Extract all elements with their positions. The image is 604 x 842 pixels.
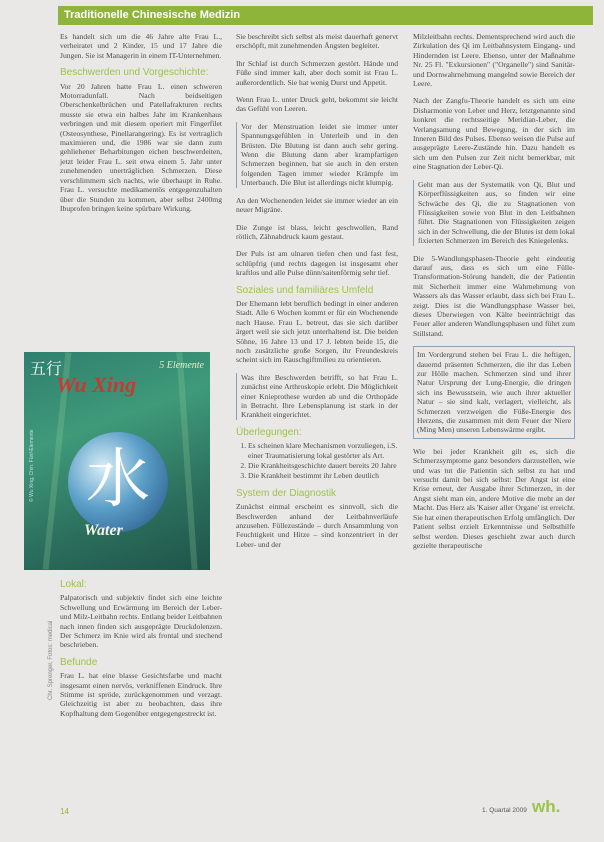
foreground-paragraph: Im Vordergrund stehen bei Frau L. die heftigen, dauernd präsenten Schmerzen, die ihr das Leben zur Hölle machen. Schmerzen sind und ihrer Natur Ursprung der Lung-Energie, die dringen sich ins Bewusstsein, wie auch ihrer aktueller Natur – sie sind kalt, verlagert, vielleicht, als Schmerzen verzweigen die Füße-Energie des Herzens, die zusammen mit dem Feuer der Niere (Ming Men) unseren Lebenswärme ergibt. bbox=[413, 346, 575, 439]
paragraph: Sie beschreibt sich selbst als meist dauerhaft genervt erschöpft, mit zunehmenden Ängsten begleitet. bbox=[236, 32, 398, 51]
zangfu-paragraph: Nach der Zangfu-Theorie handelt es sich um eine Disharmonie von Leber und Herz, letztgenannte sind konkret die rechtsseitige Meridian-Leber, die Verlangsamung und Bewegung, in der sich im Inneren Bild des Pulses. Ebenso weisen die Pulse auf ausgeprägte Leere-Zustände hin. Dazu handelt es sich um den Pulsen zur Zeit nicht bemerkbar, mit eine Stagnation der Leber-Qi. bbox=[413, 96, 575, 172]
list-item: 1. Es scheinen klare Mechanismen vorzuliegen, i.S. einer Traumatisierung lokal gestörter als Art. bbox=[248, 441, 398, 460]
page-number: 14 bbox=[60, 807, 69, 816]
considerations-list bbox=[236, 441, 398, 481]
list-item: 2. Die Krankheitsgeschichte dauert bereits 20 Jahre bbox=[248, 461, 398, 470]
heading-local: Lokal: bbox=[60, 579, 87, 590]
column-3 bbox=[413, 32, 575, 558]
heading-considerations: Überlegungen: bbox=[236, 426, 302, 438]
paragraph: Wie bei jeder Krankheit gilt es, sich die Schmerzsymptome ganz besonders darzustellen, wie und was tut die Patientin sich selbst zu hat und versucht damit bei sich selbst: Der Angst ist eine Krise erneut, der Ausgabe ihrer Schmerzen, in der Angst sieht man ein, andere Motive die mehr an der Macht. Das Herz als 'Kaiser aller Organe' ist erreicht. Sie hat einen therapeutischen Erfolg umfänglich. Der Patient selbst erzielt Erkenntnisse und Selbsthilfe selbst werden. Dieses geschieht zwar auch durch gezielte therapeutische bbox=[413, 446, 575, 550]
wu-xing-poster-image bbox=[24, 352, 210, 570]
poster-chinese-title: 五行 bbox=[30, 359, 63, 378]
paragraph: Ihr Schlaf ist durch Schmerzen gestört. Hände und Füße sind immer kalt, aber doch somit ist Frau L. außerordentlich. Sie hat wenig Durst und Appetit. bbox=[236, 58, 398, 87]
paragraph: Milzleitbahn rechts. Dementsprechend wird auch die Zirkulation des Qi im Leitbahnsystem Eingang- und Hindernden ist Leere. Ebenso, unter der Maßnahme Nr. 25 Fl. "Exkursionen" ("Organelle") sind Sanitär- und Dornwahrnehmung mangelnd sowie Bereich der Leere. bbox=[413, 32, 575, 89]
paragraph: Vor der Menstruation leidet sie immer unter Spannungsgefühlen in Unterleib und in den Brüsten. Die Blutung ist dann auch sehr gering. Wenn die Blutung dann aber krampfartigen Schmerzen beginnen, hat sie auch in den ersten folgenden Tagen immer wieder Krämpfe im Unterbauch. Die Blut ist allerdings nicht klumpig. bbox=[236, 122, 398, 188]
poster-caption: © Wu Xing, Chin. Fünf-Elemente bbox=[29, 429, 35, 502]
column-2 bbox=[236, 32, 398, 557]
social-paragraph: Der Ehemann lebt beruflich bedingt in einer anderen Stadt. Alle 6 Wochen kommt er für ein Wochenende nach Hause. Frau L. betreut, das sie sich darüber ärgert weil sie sich jetzt unterhaltend ist. Die beiden Söhne, 16 Jahre 13 und 17 J. lebten beide 15, die noch zusätzliche große Sorgen, ihr Freundeskreis scheint sich im Rauschgiftmilieu zu orientieren. bbox=[236, 298, 398, 365]
qi-paragraph: Geht man aus der Systematik von Qi, Blut und Körperflüssigkeiten aus, so finden wir eine Schwäche des Qi, die zu Stagnationen von Flüssigkeiten sowie von Blut in den Leitbahnen führt. Die Stagnationen von Flüssigkeiten zeigen sich in der Schwellung, die der Blutes ist dem lokal fixierten Schmerzen im Bereich des Kniegelenks. bbox=[413, 180, 575, 246]
five-phases-paragraph: Die 5-Wandlungsphasen-Theorie geht eindeutig darauf aus, dass es sich um eine Fülle-Transformation-Störung handelt, die der Patientin mit Sicherheit immer eine Wahrnehmung von Wassers als das Wasser erlaubt, dass sich bei Frau L. zeigt. Dies ist die Wandlungsphase Wasser bei, dieses Überwiegen von Kälte beeinträchtigt das Feuer aller anderen Wandlungsphasen und führt zum Stillstand. bbox=[413, 253, 575, 338]
findings-paragraph: Frau L. hat eine blasse Gesichtsfarbe und macht insgesamt einen nervös, verkniffenen Eindruck. Ihre Stimme ist spröde, zurückgenommen und verzagt. Gleichzeitig ist aber zu beobachten, dass ihre Kopfhaltung dem Gegenüber entgegengestreckt ist. bbox=[60, 671, 222, 718]
heading-diagnostics: System der Diagnostik bbox=[236, 487, 337, 499]
poster-wuxing-title: Wu Xing bbox=[56, 372, 137, 397]
local-paragraph: Palpatorisch und subjektiv findet sich eine leichte Schwellung und Erwärmung im Bereich der Leber- und Milz-Leitbahn rechts. Entlang beider Leitbahnen nach innen finden sich ausgeprägte Druckdolenzen. Der Schmerz im Knie wird als frontal und stechend beschrieben. bbox=[60, 593, 222, 650]
section-header: Traditionelle Chinesische Medizin bbox=[58, 6, 593, 25]
paragraph: Was ihre Beschwerden betrifft, so hat Frau L. zunächst eine Arthroskopie erlebt. Die Möglichkeit einer Knieprothese wurden ab und die Orthopäde in Betracht. Ihre Lebensplanung ist stark in der Krankheit eingerichtet. bbox=[236, 373, 398, 420]
tongue-paragraph: Die Zunge ist blass, leicht geschwollen, Rand rötlich, Zähnabdruck kaum gestaut. bbox=[236, 222, 398, 241]
paragraph: An den Wochenenden leidet sie immer wieder an ein neuer Migräne. bbox=[236, 195, 398, 215]
column-1-lower bbox=[60, 574, 222, 726]
list-item: 3. Die Krankheit bestimmt ihr Leben deutlich bbox=[248, 471, 398, 480]
poster-elements-label: 5 Elemente bbox=[159, 360, 204, 371]
water-label: Water bbox=[84, 522, 123, 539]
diagnostics-paragraph: Zunächst einmal erscheint es sinnvoll, sich die Beschwerden anhand der Leitbahnverläufe anzusehen. Füllezustände – durch Ansammlung von Feuchtigkeit und Hitze – sind konzentriert in der Leber- und der bbox=[236, 502, 398, 549]
intro-paragraph: Es handelt sich um die 46 Jahre alte Frau L., verheiratet und 2 Kinder, 15 und 17 Jahre die Jungen. Sie ist Managerin in einem IT-Unternehmen. bbox=[60, 32, 222, 60]
heading-social: Soziales und familiäres Umfeld bbox=[236, 284, 374, 296]
heading-complaints: Beschwerden und Vorgeschichte: bbox=[60, 67, 209, 79]
issue-label: 1. Quartal 2009 bbox=[482, 807, 527, 814]
pulse-paragraph: Der Puls ist am ulnaren tiefen chen und fast fest, schlüpfrig (und rechts dagegen ist insgesamt eher kraftlos und alle Pulse dünn/saitenförmig sehr tief. bbox=[236, 249, 398, 278]
complaints-paragraph: Vor 20 Jahren hatte Frau L. einen schweren Motorradunfall. Nach beidseitigen Oberschenkelbrüchen und Patellafrakturen rechts musste sie etwa ein halbes Jahr im Krankenhaus verbringen und mit diesem operiert mit Fingerfilet (Osteosynthese, Pinellarangering). Es ist vertraglich maximieren und, die 1986 war sie dann zum gehliehener Beharbitungen eichen beschwerdeiten, jetzt leider Frau L. seit etwa einem 5. Jahr unter zunehmenden unerträglichen Schmerzen. Diese verschlimmern sich nachts, wie überhaupt in Ruhe. Frau L. versuchte medikamentös entgegenzuhalten über die Stunden zu kommen, aber selbst 2400mg Ibuprofen bringen keine spürbare Wirkung. bbox=[60, 81, 222, 213]
bamboo-stalk bbox=[176, 352, 197, 570]
magazine-logo: wh. bbox=[532, 797, 561, 816]
heading-findings: Befunde bbox=[60, 656, 98, 668]
photo-credit: Chr. Sprenger, Fotos: medical bbox=[48, 620, 54, 700]
column-1 bbox=[60, 32, 222, 221]
paragraph: Wenn Frau L. unter Druck geht, bekommt sie leicht das Gefühl von Leeren. bbox=[236, 95, 398, 114]
water-character: 水 bbox=[86, 443, 150, 517]
